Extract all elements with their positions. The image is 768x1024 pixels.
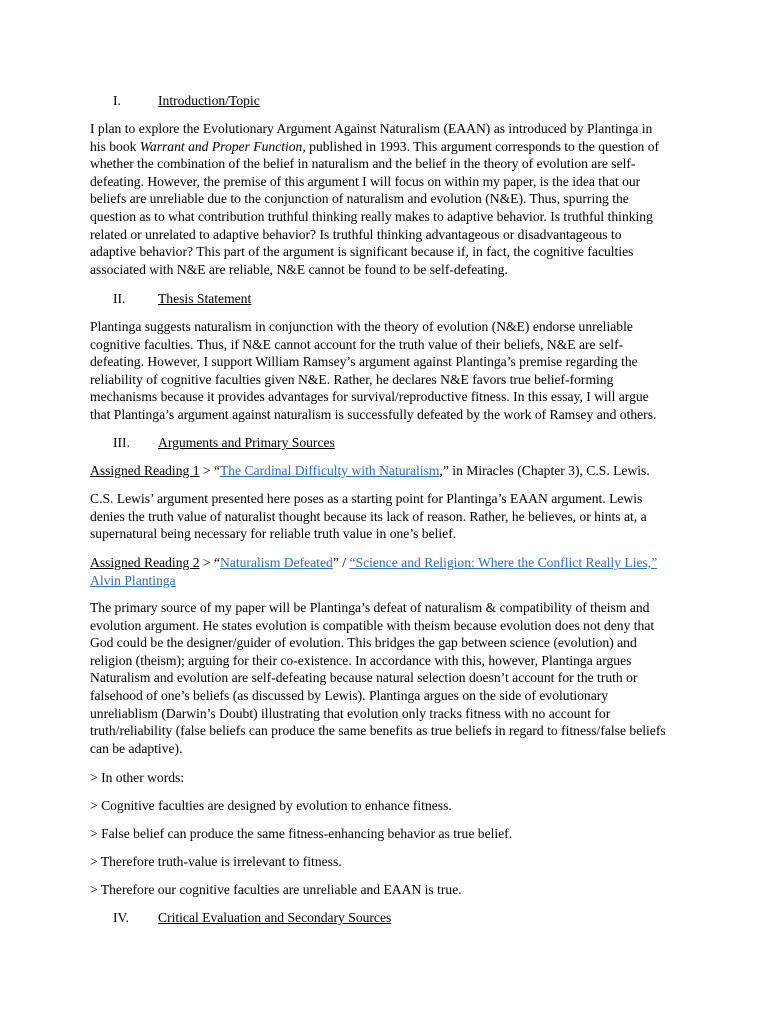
text-line: Plantinga suggests naturalism in conjunction with the theory of evolution (N&E) endorse unreliable [90, 319, 633, 334]
reading-link[interactable]: “Science and Religion: Where the Conflict Really Lies,” [349, 555, 658, 570]
reading-link[interactable]: The Cardinal Difficulty with Naturalism [220, 463, 440, 478]
bullet-line [90, 769, 690, 787]
reading-line [90, 572, 690, 590]
lewis-paragraph [90, 490, 690, 543]
section-title: Critical Evaluation and Secondary Sources [158, 910, 392, 925]
text-line: supernatural being necessary for reliable truth value in one’s belief. [90, 526, 457, 542]
text-line: that Plantinga’s argument against naturalism is successfully defeated by the work of Ramsey and others. [90, 406, 657, 422]
text-line: his book Warrant and Proper Function, published in 1993. This argument corresponds to the question of [90, 138, 660, 154]
bullet-text: > Therefore our cognitive faculties are unreliable and EAAN is true. [90, 882, 462, 897]
section-title: Arguments and Primary Sources [158, 435, 335, 450]
text-line: The primary source of my paper will be Plantinga’s defeat of naturalism & compatibility of theism and [90, 600, 650, 615]
text-line: defeating. However, the premise of this argument I will focus on within my paper, is the idea that our [90, 173, 641, 189]
text-line: evolution argument. He states evolution is compatible with theism because evolution does not deny that [90, 617, 655, 633]
text-line: question as to what contribution truthful thinking really makes to adaptive behavior. Is truthful thinking [90, 208, 653, 224]
bullet-line [90, 797, 690, 815]
text-line: truth/reliability (false beliefs can produce the same benefits as true beliefs in regard to fitness/false beliefs [90, 723, 666, 739]
reading-label: Assigned Reading 1 [90, 463, 200, 478]
section-number: IV. [113, 910, 129, 925]
text-line: reliability of cognitive faculties given N&E. Rather, he declares N&E favors true belief-forming [90, 371, 614, 387]
assigned-reading-1 [90, 462, 690, 480]
text-line: C.S. Lewis’ argument presented here poses as a starting point for Plantinga’s EAAN argument. Lewis [90, 491, 643, 506]
text-line: related or unrelated to adaptive behavior? Is truthful thinking advantageous or disadvantageous to [90, 226, 622, 242]
section-number: I. [113, 93, 121, 108]
section-number: II. [113, 291, 126, 306]
bullet-line [90, 825, 690, 843]
text-line: can be adaptive). [90, 740, 183, 756]
bullet-text: > False belief can produce the same fitness-enhancing behavior as true belief. [90, 826, 513, 841]
text-line: falsehood of one’s beliefs (as discussed by Lewis). Plantinga argues on the side of evolutionary [90, 687, 609, 703]
text-line: Naturalism and evolution are self-defeating because natural selection doesn’t account for the truth or [90, 670, 638, 686]
intro-paragraph [90, 120, 690, 278]
text-line: I plan to explore the Evolutionary Argument Against Naturalism (EAAN) as introduced by Plantinga in [90, 121, 653, 136]
text-line: beliefs are unreliable due to the conjunction of naturalism and evolution (N&E). Thus, spurring the [90, 191, 629, 207]
text-line: denies the truth value of naturalist thought because its lack of reason. Rather, he believes, or hints at, a [90, 508, 647, 524]
text-line: adaptive behavior? This part of the argument is significant because if, in fact, the cognitive faculties [90, 244, 634, 260]
text-line: whether the combination of the belief in naturalism and the belief in the theory of evolution are self- [90, 156, 636, 172]
thesis-paragraph [90, 318, 690, 424]
text-line: associated with N&E are reliable, N&E cannot be found to be self-defeating. [90, 261, 508, 277]
bullet-line [90, 881, 690, 899]
bullet-text: > Therefore truth-value is irrelevant to fitness. [90, 854, 342, 869]
section-number: III. [113, 435, 130, 450]
reading-label: Assigned Reading 2 [90, 555, 200, 570]
text-line: God could be the designer/guider of evolution. This bridges the gap between science (evolution) and [90, 635, 637, 651]
book-title: Warrant and Proper Function [139, 138, 303, 154]
reading-line: Assigned Reading 1 > “The Cardinal Difficulty with Naturalism,” in Miracles (Chapter 3), C.S. Lewis. [90, 463, 650, 478]
text-line: religion (theism); arguing for their co-existence. In accordance with this, however, Plantinga argues [90, 652, 632, 668]
text-line: cognitive faculties. Thus, if N&E cannot account for the truth value of their beliefs, N&E are self- [90, 336, 624, 352]
text-line: defeating. However, I support William Ramsey’s argument against Plantinga’s premise regarding the [90, 354, 638, 370]
bullet-text: > Cognitive faculties are designed by evolution to enhance fitness. [90, 798, 452, 813]
section-title: Introduction/Topic [158, 93, 260, 108]
reading-line: Assigned Reading 2 > “Naturalism Defeated” / “Science and Religion: Where the Conflict Really Lies,” [90, 555, 658, 570]
reading-link[interactable]: Naturalism Defeated [220, 555, 333, 570]
text-line: unreliablism (Darwin’s Doubt) illustrating that evolution only tracks fitness with no account for [90, 705, 611, 721]
section-title: Thesis Statement [158, 291, 252, 306]
reading-link[interactable]: Alvin Plantinga [90, 572, 176, 588]
text-line: mechanisms because it provides advantages for survival/reproductive fitness. In this essay, I will argue [90, 389, 649, 405]
primary-source-paragraph [90, 599, 690, 757]
bullet-text: > In other words: [90, 770, 185, 785]
assigned-reading-2 [90, 554, 690, 589]
bullet-line [90, 853, 690, 871]
